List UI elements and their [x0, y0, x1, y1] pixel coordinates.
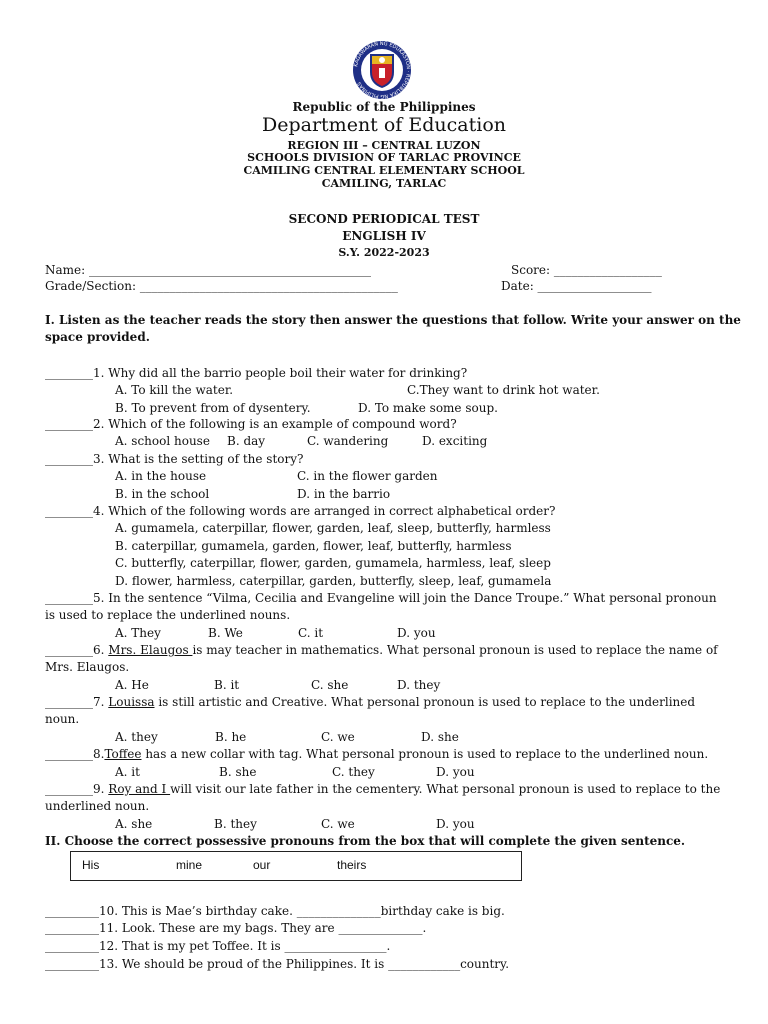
department-title: Department of Education [262, 114, 506, 136]
q7-option-b: B. he [215, 730, 247, 744]
school-year: S.Y. 2022-2023 [338, 246, 430, 259]
date-field[interactable]: Date: ___________________ [501, 279, 652, 293]
question-6 [45, 643, 718, 657]
question-text: has a new collar with tag. What personal pronoun is used to replace to the underlined noun. [145, 747, 709, 761]
part2-instruction: II. Choose the correct possessive pronouns from the box that will complete the given sentence. [45, 834, 686, 848]
q9-option-c: C. we [321, 817, 355, 831]
question-number: 8. [93, 747, 105, 761]
question-11: _________11. Look. These are my bags. They are ______________. [45, 921, 427, 935]
question-text: is still artistic and Creative. What personal pronoun is used to replace to the underlined [158, 695, 696, 709]
q1-option-c: C.They want to drink hot water. [407, 383, 600, 397]
answer-blank[interactable]: ________ [45, 695, 93, 709]
q6-option-d: D. they [397, 678, 441, 692]
question-7 [45, 695, 695, 709]
q8-option-a: A. it [115, 765, 140, 779]
q1-option-d: D. To make some soup. [358, 401, 498, 415]
question-text: 4. Which of the following words are arranged in correct alphabetical order? [93, 504, 556, 518]
question-10: _________10. This is Mae’s birthday cake. ______________birthday cake is big. [45, 904, 505, 918]
division-line: SCHOOLS DIVISION OF TARLAC PROVINCE [247, 151, 521, 164]
q3-option-b: B. in the school [115, 487, 210, 501]
underlined-noun: Toffee [104, 747, 142, 761]
question-number: 7. [93, 695, 105, 709]
question-text: 3. What is the setting of the story? [93, 452, 304, 466]
q2-option-d: D. exciting [422, 434, 488, 448]
deped-seal-logo [342, 40, 422, 100]
q2-option-a: A. school house [115, 434, 210, 448]
question-text: is may teacher in mathematics. What personal pronoun is used to replace the name of [192, 643, 718, 657]
underlined-noun: Louissa [108, 695, 155, 709]
answer-blank[interactable]: ________ [45, 504, 93, 518]
underlined-noun: Mrs. Elaugos [108, 643, 193, 657]
q5-option-c: C. it [298, 626, 324, 640]
region-line: REGION III – CENTRAL LUZON [287, 139, 481, 152]
word-option: mine [176, 858, 203, 872]
q7-option-a: A. they [115, 730, 158, 744]
underlined-noun: Roy and I [108, 782, 171, 796]
question-number: 9. [93, 782, 105, 796]
question-7-cont: noun. [45, 712, 80, 726]
school-line: CAMILING CENTRAL ELEMENTARY SCHOOL [243, 164, 525, 177]
answer-blank[interactable]: ________ [45, 643, 93, 657]
q9-option-b: B. they [214, 817, 257, 831]
q6-option-b: B. it [214, 678, 240, 692]
grade-section-field[interactable]: Grade/Section: ___________________________________________ [45, 279, 398, 293]
q5-option-b: B. We [208, 626, 243, 640]
q6-option-a: A. He [115, 678, 149, 692]
question-5 [45, 591, 717, 605]
q3-option-c: C. in the flower garden [297, 469, 438, 483]
q5-option-a: A. They [115, 626, 161, 640]
q7-option-c: C. we [321, 730, 355, 744]
question-text: will visit our late father in the cementery. What personal pronoun is used to replace to the [170, 782, 721, 796]
q3-option-a: A. in the house [115, 469, 207, 483]
question-9-cont: underlined noun. [45, 799, 150, 813]
q9-option-a: A. she [115, 817, 153, 831]
q4-option-b: B. caterpillar, gumamela, garden, flower, leaf, butterfly, harmless [115, 539, 512, 553]
q2-option-c: C. wandering [307, 434, 389, 448]
svg-text:KAGAWARAN NG EDUKASYON · REPUB: KAGAWARAN NG EDUKASYON · REPUBLIKA NG PILIPINAS [353, 40, 412, 100]
q8-option-d: D. you [436, 765, 475, 779]
q1-option-a: A. To kill the water. [115, 383, 234, 397]
word-option: His [82, 858, 100, 872]
q4-option-d: D. flower, harmless, caterpillar, garden, butterfly, sleep, leaf, gumamela [115, 574, 552, 588]
q4-option-c: C. butterfly, caterpillar, flower, garden, gumamela, harmless, leaf, sleep [115, 556, 551, 570]
q3-option-d: D. in the barrio [297, 487, 391, 501]
question-5-cont: is used to replace the underlined nouns. [45, 608, 291, 622]
part1-instruction: I. Listen as the teacher reads the story then answer the questions that follow. Write your answer on the [45, 313, 741, 327]
part1-instruction-cont: space provided. [45, 330, 150, 344]
q7-option-d: D. she [421, 730, 459, 744]
q6-option-c: C. she [311, 678, 349, 692]
q1-option-b: B. To prevent from of dysentery. [115, 401, 311, 415]
score-field[interactable]: Score: __________________ [511, 263, 662, 277]
republic-line: Republic of the Philippines [292, 100, 476, 114]
q8-option-c: C. they [332, 765, 375, 779]
test-title: SECOND PERIODICAL TEST [288, 212, 480, 226]
question-number: 6. [93, 643, 105, 657]
test-subject: ENGLISH IV [342, 229, 426, 243]
word-option: theirs [337, 858, 367, 872]
question-text: 2. Which of the following is an example of compound word? [93, 417, 457, 431]
q9-option-d: D. you [436, 817, 475, 831]
answer-blank[interactable]: ________ [45, 366, 93, 380]
answer-blank[interactable]: ________ [45, 782, 93, 796]
name-field[interactable]: Name: _______________________________________________ [45, 263, 371, 277]
question-6-cont: Mrs. Elaugos. [45, 660, 130, 674]
question-13: _________13. We should be proud of the Philippines. It is ____________country. [45, 957, 510, 971]
question-12: _________12. That is my pet Toffee. It is _________________. [45, 939, 391, 953]
question-3 [45, 452, 303, 466]
q2-option-b: B. day [227, 434, 266, 448]
answer-blank[interactable]: ________ [45, 452, 93, 466]
answer-blank[interactable]: ________ [45, 417, 93, 431]
q5-option-d: D. you [397, 626, 436, 640]
question-2 [45, 417, 457, 431]
question-4 [45, 504, 555, 518]
answer-blank[interactable]: ________ [45, 747, 93, 761]
question-9 [45, 782, 720, 796]
question-text: 5. In the sentence “Vilma, Cecilia and Evangeline will join the Dance Troupe.” What personal pronoun [93, 591, 717, 605]
q8-option-b: B. she [219, 765, 257, 779]
question-text: 1. Why did all the barrio people boil their water for drinking? [93, 366, 468, 380]
word-option: our [253, 858, 271, 872]
answer-blank[interactable]: ________ [45, 591, 93, 605]
question-1 [45, 366, 467, 380]
town-line: CAMILING, TARLAC [321, 177, 447, 190]
word-box [70, 851, 522, 881]
q4-option-a: A. gumamela, caterpillar, flower, garden, leaf, sleep, butterfly, harmless [115, 521, 551, 535]
question-8 [45, 747, 708, 761]
